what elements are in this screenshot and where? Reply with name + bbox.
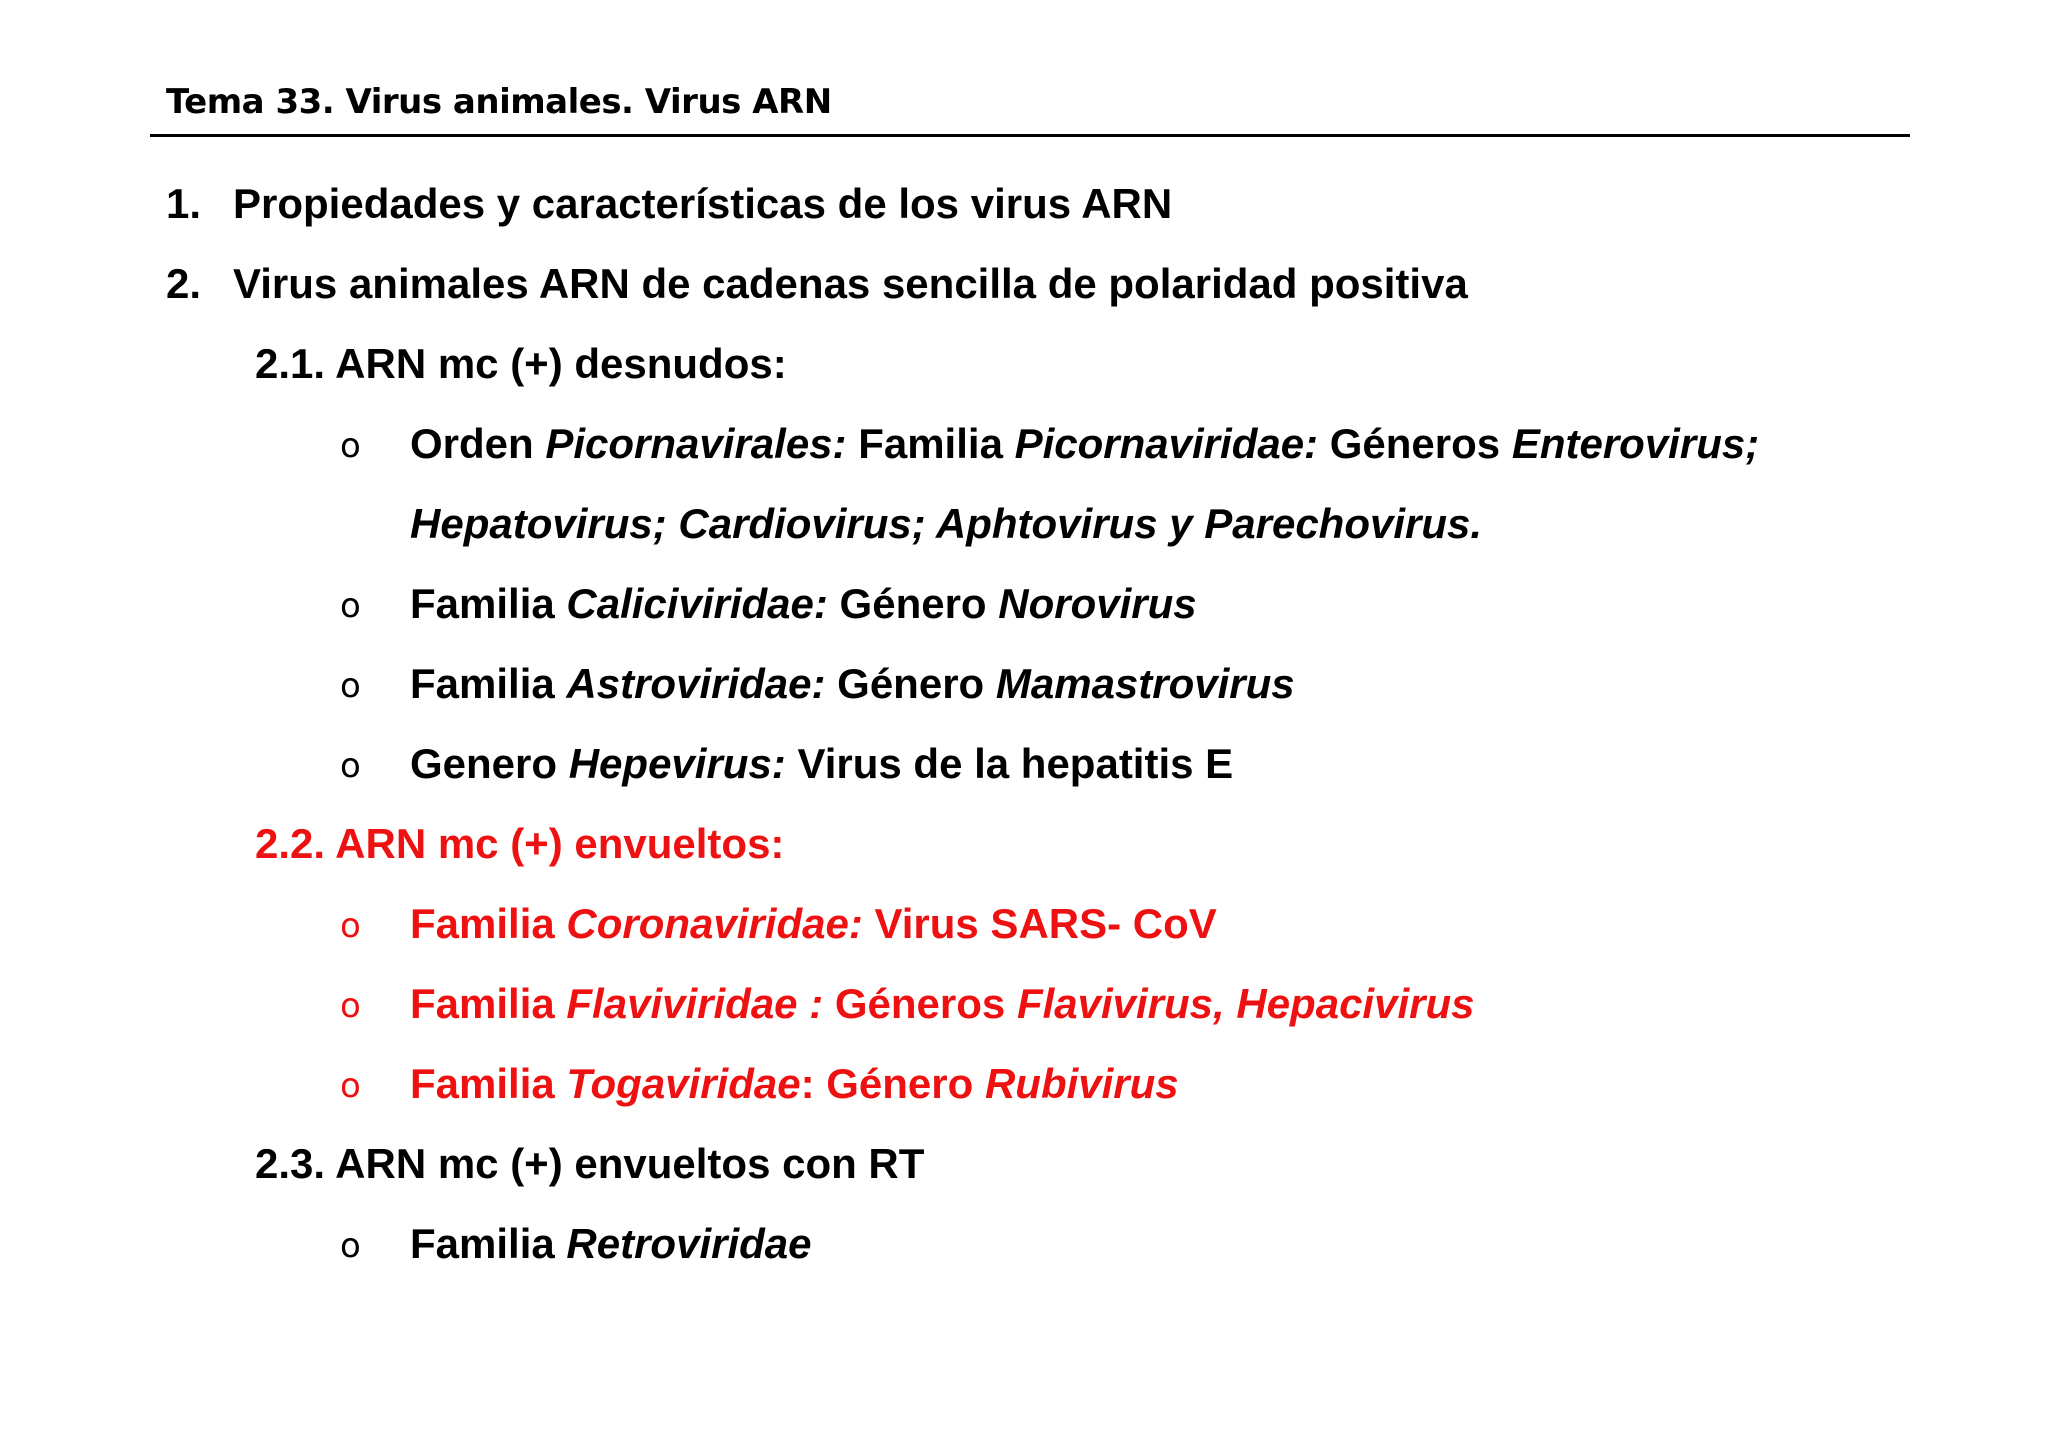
item-1-number: 1. <box>166 180 202 227</box>
bullet-icon: o <box>340 1226 361 1266</box>
list-item-retroviridae: Familia Retroviridae <box>410 1220 812 1267</box>
bullet-icon: o <box>340 746 361 786</box>
list-item-coronaviridae: Familia Coronaviridae: Virus SARS- CoV <box>410 900 1217 947</box>
list-item-hepevirus: Genero Hepevirus: Virus de la hepatitis E <box>410 740 1234 787</box>
section-2-2-heading: 2.2. ARN mc (+) envueltos: <box>255 820 785 867</box>
header-divider <box>150 134 1910 137</box>
page-title: Tema 33. Virus animales. Virus ARN <box>166 82 832 122</box>
list-item-picornavirales: Orden Picornavirales: Familia Picornaviridae: Géneros Enterovirus; <box>410 420 1760 467</box>
list-item-astroviridae: Familia Astroviridae: Género Mamastrovirus <box>410 660 1295 707</box>
list-item-picornavirales-continued: Hepatovirus; Cardiovirus; Aphtovirus y Parechovirus. <box>410 500 1483 547</box>
list-item-flaviviridae: Familia Flaviviridae : Géneros Flavivirus, Hepacivirus <box>410 980 1475 1027</box>
item-2-number: 2. <box>166 260 202 307</box>
bullet-icon: o <box>340 426 361 466</box>
bullet-icon: o <box>340 1066 361 1106</box>
list-item-caliciviridae: Familia Caliciviridae: Género Norovirus <box>410 580 1197 627</box>
bullet-icon: o <box>340 666 361 706</box>
list-item-togaviridae: Familia Togaviridae: Género Rubivirus <box>410 1060 1179 1107</box>
section-2-3-heading: 2.3. ARN mc (+) envueltos con RT <box>255 1140 925 1187</box>
item-1-text: Propiedades y características de los virus ARN <box>233 180 1173 227</box>
bullet-icon: o <box>340 586 361 626</box>
section-2-1-heading: 2.1. ARN mc (+) desnudos: <box>255 340 787 387</box>
bullet-icon: o <box>340 986 361 1026</box>
item-2-text: Virus animales ARN de cadenas sencilla de polaridad positiva <box>233 260 1468 307</box>
bullet-icon: o <box>340 906 361 946</box>
